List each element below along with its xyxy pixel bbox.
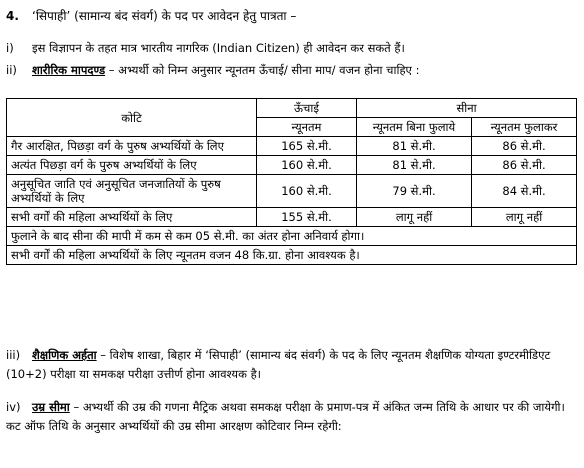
row-chest: 81 से.मी. — [357, 156, 472, 175]
row-chest: लागू नहीं — [357, 208, 472, 227]
item-i — [6, 40, 578, 56]
table-row — [7, 208, 577, 227]
physical-standards-table — [6, 98, 577, 265]
row-height: 165 से.मी. — [257, 137, 357, 156]
row-chest: 79 से.मी. — [357, 175, 472, 208]
section-number: 4. — [6, 9, 19, 23]
row-height: 155 से.मी. — [257, 208, 357, 227]
item-iii-text: – विशेष शाखा, बिहार में ‘सिपाही’ (सामान्य बंद संवर्ग) के पद के लिए न्यूनतम शैक्षणिक योग्यता इण्टरमीडिएट (10+2) परीक्षा या समकक्ष परीक्षा उत्तीर्ण होना आवश्यक है। — [6, 348, 551, 381]
row-category: अत्यंत पिछड़ा वर्ग के पुरुष अभ्यर्थियों के लिए — [7, 156, 257, 175]
item-ii — [6, 62, 578, 78]
row-chest-expanded: 86 से.मी. — [472, 156, 577, 175]
table-row — [7, 156, 577, 175]
category-header: कोटि — [7, 99, 257, 137]
weight-note: सभी वर्गों की महिला अभ्यर्थियों के लिए न्यूनतम वजन 48 कि.ग्रा. होना आवश्यक है। — [7, 246, 577, 265]
chest-header: सीना — [357, 99, 577, 118]
row-chest-expanded: 84 से.मी. — [472, 175, 577, 208]
table-row — [7, 137, 577, 156]
row-category: गैर आरक्षित, पिछड़ा वर्ग के पुरुष अभ्यर्थियों के लिए — [7, 137, 257, 156]
item-iv-title: उम्र सीमा — [32, 400, 70, 414]
table-header-row — [7, 99, 577, 118]
expansion-note: फुलाने के बाद सीना की मापी में कम से कम 05 से.मी. का अंतर होना अनिवार्य होगा। — [7, 227, 577, 246]
section-heading — [6, 8, 578, 24]
item-ii-title: शारीरिक मापदण्ड — [32, 63, 106, 77]
item-iv-text: – अभ्यर्थी की उम्र की गणना मैट्रिक अथवा समकक्ष परीक्षा के प्रमाण-पत्र में अंकित जन्म तिथि के आधार पर की जायेगी। कट ऑफ तिथि के अनुसार अभ्यर्थियों की उम्र सीमा आरक्षण कोटिवार निम्न रहेगी: — [6, 400, 565, 433]
item-ii-marker: ii) — [6, 63, 17, 77]
row-height: 160 से.मी. — [257, 175, 357, 208]
item-iv — [6, 398, 576, 436]
row-chest-expanded: लागू नहीं — [472, 208, 577, 227]
item-iii-title: शैक्षणिक अर्हता — [32, 348, 97, 362]
item-i-text: इस विज्ञापन के तहत मात्र भारतीय नागरिक (Indian Citizen) ही आवेदन कर सकते हैं। — [32, 41, 405, 55]
item-iv-marker: iv) — [6, 400, 21, 414]
row-category: सभी वर्गों की महिला अभ्यर्थियों के लिए — [7, 208, 257, 227]
chest-expanded-header: न्यूनतम फुलाकर — [472, 118, 577, 137]
chest-unexpanded-header: न्यूनतम बिना फुलाये — [357, 118, 472, 137]
row-height: 160 से.मी. — [257, 156, 357, 175]
row-chest-expanded: 86 से.मी. — [472, 137, 577, 156]
height-header: ऊँचाई — [257, 99, 357, 118]
row-chest: 81 से.मी. — [357, 137, 472, 156]
item-ii-text: – अभ्यर्थी को निम्न अनुसार न्यूनतम ऊँचाई/ सीना माप/ वजन होना चाहिए : — [105, 63, 420, 77]
table-note-row — [7, 227, 577, 246]
height-min-header: न्यूनतम — [257, 118, 357, 137]
table-row — [7, 175, 577, 208]
table-note-row — [7, 246, 577, 265]
item-iii — [6, 346, 576, 384]
section-title: ‘सिपाही’ (सामान्य बंद संवर्ग) के पद पर आवेदन हेतु पात्रता – — [32, 9, 297, 23]
item-iii-marker: iii) — [6, 348, 21, 362]
row-category: अनुसूचित जाति एवं अनुसूचित जनजातियों के पुरुष अभ्यर्थियों के लिए — [7, 175, 257, 208]
item-i-marker: i) — [6, 41, 14, 55]
